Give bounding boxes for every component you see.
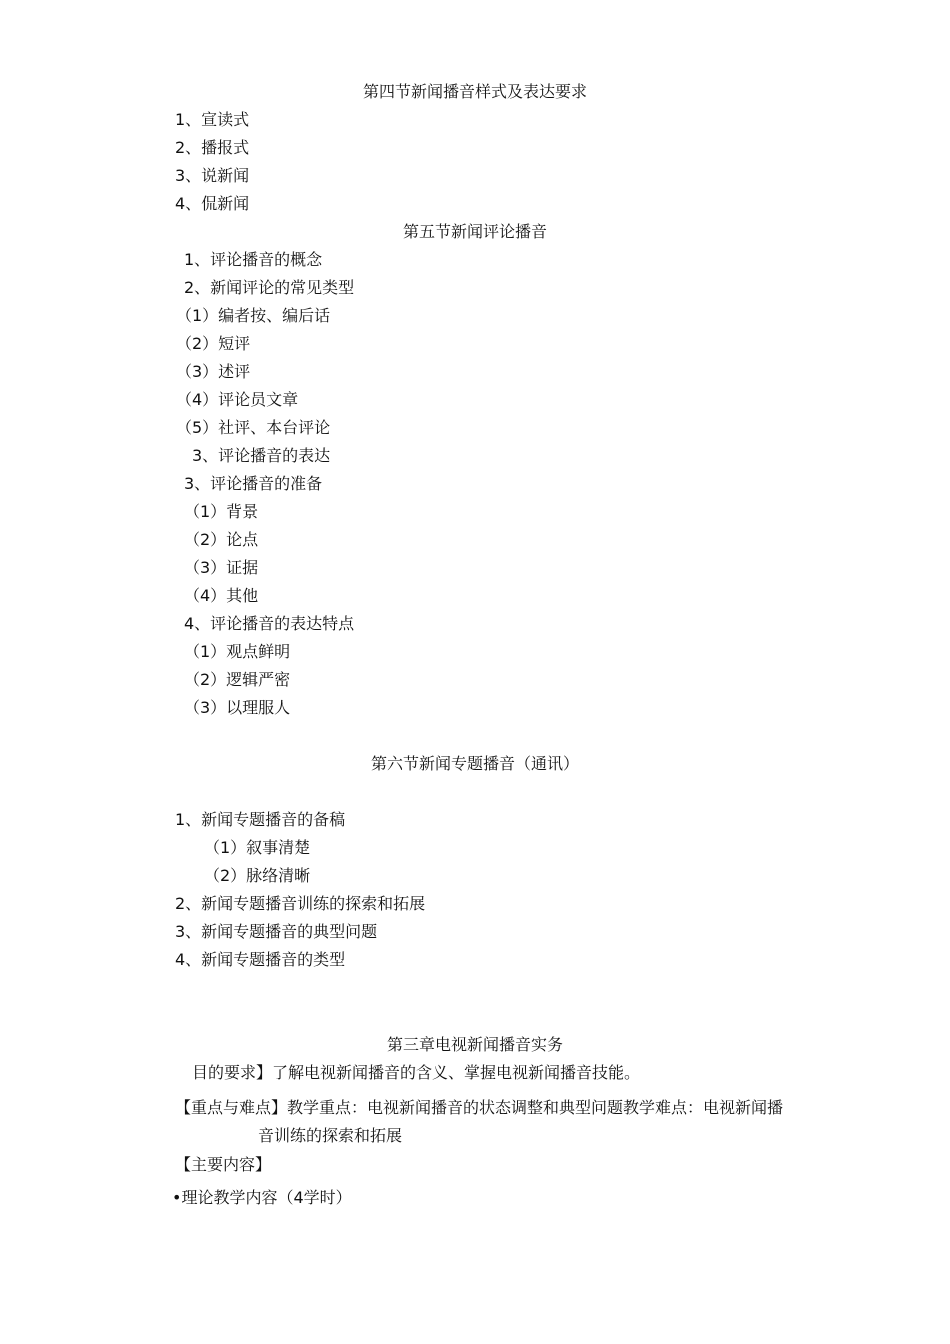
list-item: （1）观点鲜明 xyxy=(184,642,291,661)
chapter3-title: 第三章电视新闻播音实务 xyxy=(386,1035,563,1054)
list-item: 3、评论播音的准备 xyxy=(184,474,323,493)
objective-text: 目的要求】了解电视新闻播音的含义、掌握电视新闻播音技能。 xyxy=(192,1063,641,1082)
section6-title: 第六节新闻专题播音（通讯） xyxy=(370,754,579,773)
list-item: 2、播报式 xyxy=(175,138,250,157)
list-item: （3）证据 xyxy=(184,558,259,577)
list-item: （2）脉络清晰 xyxy=(204,866,311,885)
list-item: （1）背景 xyxy=(184,502,259,521)
list-item: 4、侃新闻 xyxy=(175,194,250,213)
main-content-heading: 【主要内容】 xyxy=(175,1155,272,1174)
list-item: （1）编者按、编后话 xyxy=(176,306,331,325)
list-item: 1、宣读式 xyxy=(175,110,250,129)
list-item: 3、说新闻 xyxy=(175,166,250,185)
list-item: （5）社评、本台评论 xyxy=(176,418,331,437)
list-item: 3、新闻专题播音的典型问题 xyxy=(175,922,378,941)
key-points-text: 【重点与难点】教学重点：电视新闻播音的状态调整和典型问题教学难点：电视新闻播 xyxy=(175,1098,784,1117)
list-item: （3）以理服人 xyxy=(184,698,291,717)
list-item: （4）其他 xyxy=(184,586,259,605)
list-item: （1）叙事清楚 xyxy=(204,838,311,857)
list-item: （3）述评 xyxy=(176,362,251,381)
list-item: （2）论点 xyxy=(184,530,259,549)
key-points-text-continued: 音训练的探索和拓展 xyxy=(258,1126,403,1145)
list-item: 2、新闻评论的常见类型 xyxy=(184,278,355,297)
list-item: 1、新闻专题播音的备稿 xyxy=(175,810,346,829)
section5-title: 第五节新闻评论播音 xyxy=(402,222,547,241)
list-item: （2）短评 xyxy=(176,334,251,353)
list-item: 4、新闻专题播音的类型 xyxy=(175,950,346,969)
list-item: 4、评论播音的表达特点 xyxy=(184,614,355,633)
list-item: （2）逻辑严密 xyxy=(184,670,291,689)
list-item: 1、评论播音的概念 xyxy=(184,250,323,269)
section4-title: 第四节新闻播音样式及表达要求 xyxy=(362,82,587,101)
list-item: （4）评论员文章 xyxy=(176,390,299,409)
list-item: 3、评论播音的表达 xyxy=(192,446,331,465)
theory-hours-text: •理论教学内容（4学时） xyxy=(172,1188,352,1207)
list-item: 2、新闻专题播音训练的探索和拓展 xyxy=(175,894,426,913)
